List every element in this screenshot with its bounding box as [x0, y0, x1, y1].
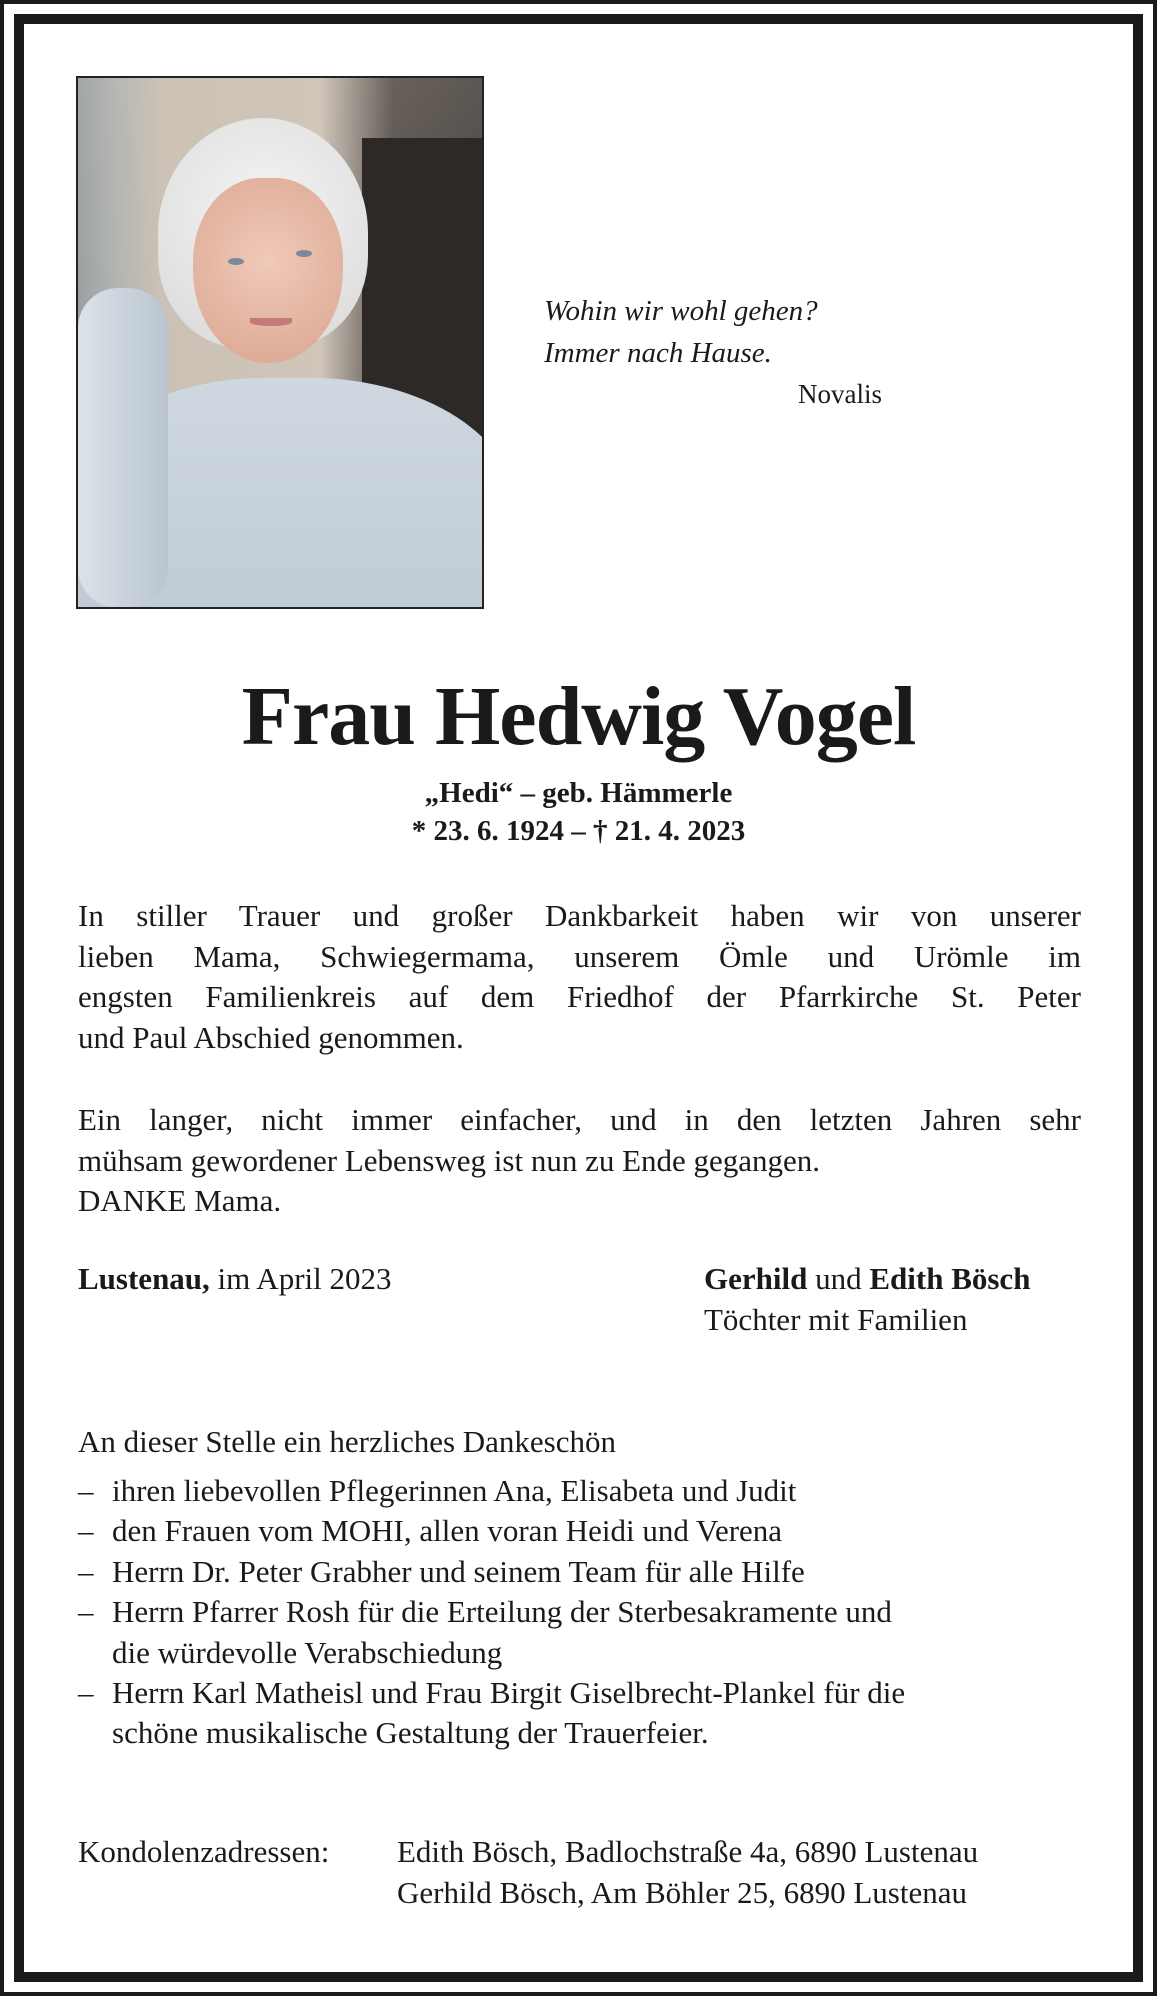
- text-line: den Frauen vom MOHI, allen voran Heidi und Verena: [112, 1513, 783, 1549]
- text-line: DANKE Mama.: [78, 1183, 282, 1219]
- condolence-address: Gerhild Bösch, Am Böhler 25, 6890 Lustenau: [397, 1875, 967, 1910]
- list-item: [78, 1592, 1088, 1673]
- quote-line: Immer nach Hause.: [544, 337, 772, 369]
- conjunction: und: [815, 1261, 862, 1296]
- text-line: mühsam gewordener Lebensweg ist nun zu Ende gegangen.: [78, 1142, 821, 1178]
- dash: –: [78, 1675, 94, 1711]
- place: Lustenau,: [78, 1261, 210, 1296]
- text-line: Herrn Pfarrer Rosh für die Erteilung der Sterbesakramente und: [112, 1594, 892, 1630]
- condolence-address: Edith Bösch, Badlochstraße 4a, 6890 Lustenau: [397, 1834, 979, 1869]
- nickname-birthname: „Hedi“ – geb. Hämmerle: [424, 777, 733, 809]
- list-item: [78, 1511, 1088, 1551]
- portrait-photo: [76, 76, 484, 609]
- dash: –: [78, 1594, 94, 1630]
- quote-line: Wohin wir wohl gehen?: [544, 295, 818, 327]
- deceased-name: Frau Hedwig Vogel: [241, 670, 916, 763]
- text-line: In stiller Trauer und großer Dankbarkeit haben wir von unserer: [78, 898, 1081, 933]
- text-line: schöne musikalische Gestaltung der Trauerfeier.: [112, 1715, 709, 1751]
- signatories: [704, 1259, 1030, 1340]
- dash: –: [78, 1473, 94, 1508]
- farewell-paragraph: [78, 1100, 1081, 1222]
- list-item: [78, 1673, 1088, 1754]
- thanks-intro: An dieser Stelle ein herzliches Dankeschön: [78, 1424, 617, 1459]
- thanks-list: [78, 1471, 1088, 1754]
- text-line: Herrn Dr. Peter Grabher und seinem Team für alle Hilfe: [112, 1553, 805, 1589]
- text-line: und Paul Abschied genommen.: [78, 1020, 464, 1056]
- announcement-paragraph: [78, 896, 1081, 1059]
- text-line: Ein langer, nicht immer einfacher, und in den letzten Jahren sehr: [78, 1102, 1081, 1137]
- quote-author: Novalis: [798, 379, 882, 409]
- text-line: Herrn Karl Matheisl und Frau Birgit Giselbrecht-Plankel für die: [112, 1675, 906, 1711]
- text-line: die würdevolle Verabschiedung: [112, 1634, 503, 1670]
- date: im April 2023: [217, 1261, 392, 1296]
- text-line: lieben Mama, Schwiegermama, unserem Ömle und Urömle im: [78, 938, 1081, 974]
- dash: –: [78, 1553, 94, 1589]
- text-line: engsten Familienkreis auf dem Friedhof der Pfarrkirche St. Peter: [78, 979, 1081, 1015]
- condolence-label: Kondolenzadressen:: [78, 1834, 330, 1869]
- place-date: [78, 1259, 392, 1300]
- dash: –: [78, 1513, 94, 1549]
- signatory-name: Gerhild: [704, 1261, 808, 1296]
- signatory-name: Edith Bösch: [869, 1261, 1031, 1296]
- list-item: [78, 1471, 1088, 1511]
- list-item: [78, 1552, 1088, 1592]
- signatory-relation: Töchter mit Familien: [704, 1301, 968, 1337]
- life-dates: * 23. 6. 1924 – † 21. 4. 2023: [411, 815, 746, 847]
- text-line: ihren liebevollen Pflegerinnen Ana, Elisabeta und Judit: [112, 1473, 797, 1508]
- quote: [544, 290, 818, 374]
